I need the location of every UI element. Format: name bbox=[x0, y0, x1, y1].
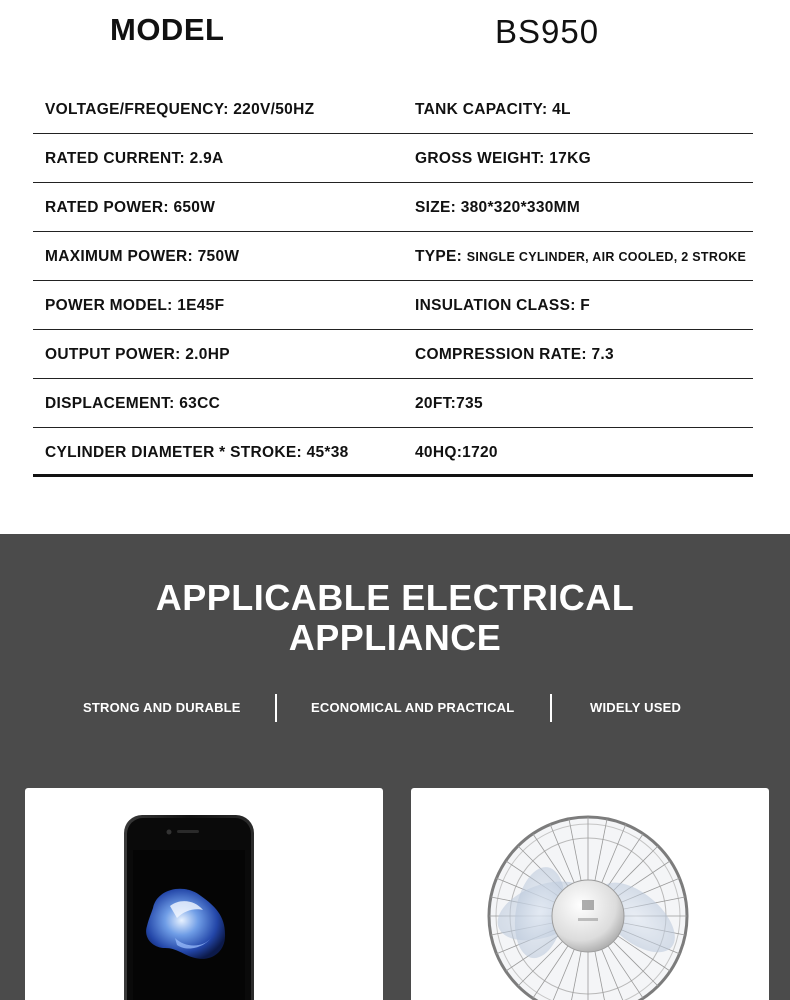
spec-tank-capacity: TANK CAPACITY: 4L bbox=[415, 101, 571, 118]
spec-row bbox=[33, 85, 753, 134]
spec-type-label: TYPE: bbox=[415, 248, 463, 265]
spec-20ft: 20FT:735 bbox=[415, 395, 483, 412]
spec-maximum-power: MAXIMUM POWER: 750W bbox=[45, 248, 240, 265]
smartphone-card bbox=[25, 788, 383, 1000]
appliance-section bbox=[0, 534, 790, 1000]
spec-gross-weight: GROSS WEIGHT: 17KG bbox=[415, 150, 591, 167]
spec-rated-current: RATED CURRENT: 2.9A bbox=[45, 150, 224, 167]
section-title bbox=[0, 578, 790, 658]
spec-voltage-frequency: VOLTAGE/FREQUENCY: 220V/50HZ bbox=[45, 101, 315, 118]
spec-rated-power: RATED POWER: 650W bbox=[45, 199, 216, 216]
model-header bbox=[0, 0, 790, 70]
smartphone-image bbox=[25, 788, 383, 1000]
section-title-line-1: APPLICABLE ELECTRICAL bbox=[155, 577, 635, 618]
model-label: MODEL bbox=[110, 12, 225, 47]
spec-40hq: 40HQ:1720 bbox=[415, 444, 498, 461]
spec-output-power: OUTPUT POWER: 2.0HP bbox=[45, 346, 230, 363]
spec-insulation-class: INSULATION CLASS: F bbox=[415, 297, 591, 314]
feature-economical-practical: ECONOMICAL AND PRACTICAL bbox=[311, 700, 515, 715]
feature-strong-durable: STRONG AND DURABLE bbox=[83, 700, 241, 715]
spec-table bbox=[33, 85, 753, 477]
spec-row bbox=[33, 134, 753, 183]
spec-row bbox=[33, 281, 753, 330]
spec-type-value: SINGLE CYLINDER, AIR COOLED, 2 STROKE bbox=[466, 250, 747, 264]
spec-row bbox=[33, 232, 753, 281]
feature-list bbox=[0, 694, 790, 722]
electric-fan-image bbox=[411, 788, 769, 1000]
spec-power-model: POWER MODEL: 1E45F bbox=[45, 297, 225, 314]
spec-size: SIZE: 380*320*330MM bbox=[415, 199, 581, 216]
spec-cylinder-diameter-stroke: CYLINDER DIAMETER * STROKE: 45*38 bbox=[45, 444, 349, 461]
feature-divider bbox=[275, 694, 277, 722]
model-value: BS950 bbox=[495, 13, 600, 50]
fan-card bbox=[411, 788, 769, 1000]
spec-row bbox=[33, 330, 753, 379]
spec-displacement: DISPLACEMENT: 63CC bbox=[45, 395, 221, 412]
spec-row bbox=[33, 183, 753, 232]
section-title-line-2: APPLIANCE bbox=[288, 617, 502, 658]
spec-compression-rate: COMPRESSION RATE: 7.3 bbox=[415, 346, 614, 363]
spec-row bbox=[33, 379, 753, 428]
spec-row bbox=[33, 428, 753, 477]
spec-type bbox=[415, 248, 746, 266]
feature-widely-used: WIDELY USED bbox=[590, 700, 682, 715]
feature-divider bbox=[550, 694, 552, 722]
